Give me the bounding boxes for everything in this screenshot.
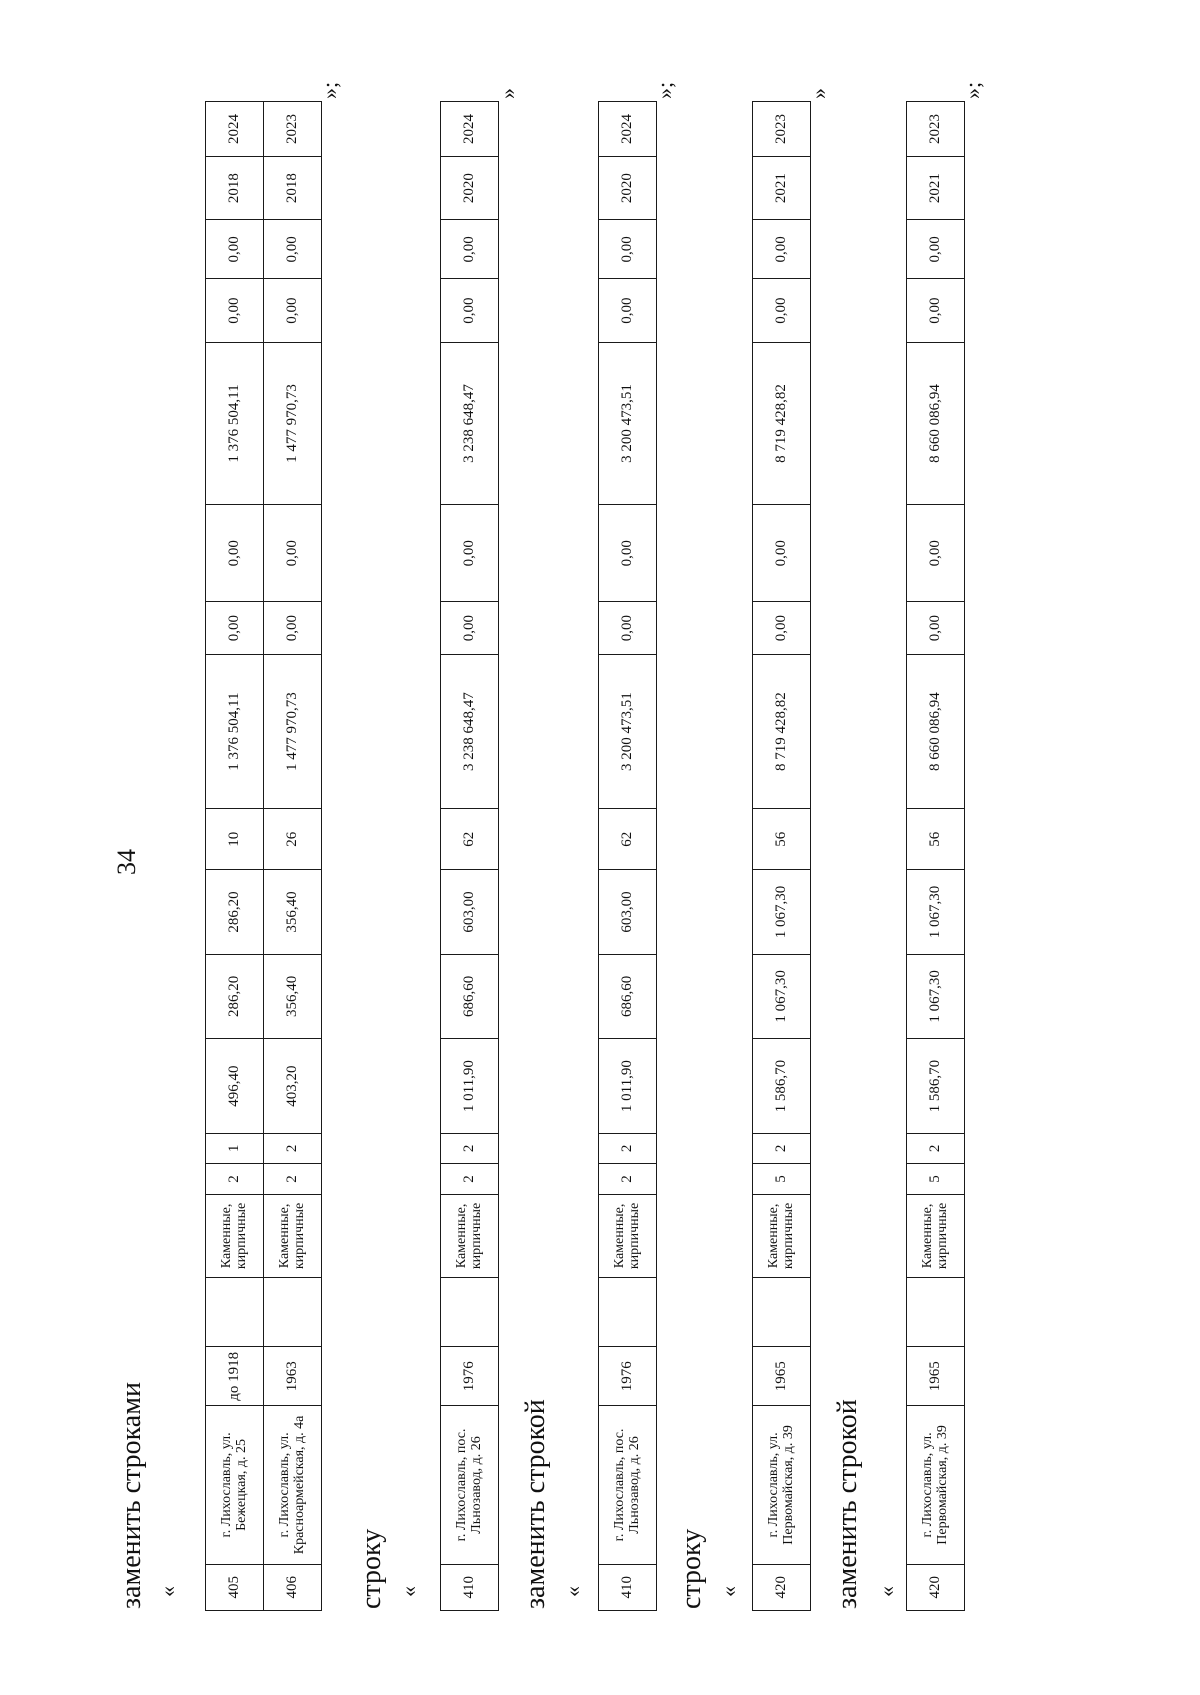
- table-cell: 410: [441, 1564, 499, 1610]
- table-cell: 356,40: [264, 954, 322, 1038]
- table-cell: 8 719 428,82: [753, 655, 811, 809]
- table-cell: 405: [206, 1564, 264, 1610]
- table-cell: 1 376 504,11: [206, 655, 264, 809]
- table-cell: 403,20: [264, 1039, 322, 1134]
- table-cell: г. Лихославль, ул. Первомайская, д. 39: [753, 1406, 811, 1564]
- table-cell: [599, 1277, 657, 1347]
- table-cell: 5: [907, 1163, 965, 1195]
- table-cell: г. Лихославль, пос. Льнозавод, д. 26: [441, 1406, 499, 1564]
- table-cell: 0,00: [907, 505, 965, 602]
- table-cell: 3 200 473,51: [599, 342, 657, 505]
- table-cell: 62: [441, 809, 499, 870]
- table-cell: 3 238 648,47: [441, 655, 499, 809]
- table-cell: Каменные, кирпичные: [264, 1195, 322, 1277]
- table-cell: 2021: [907, 157, 965, 220]
- opening-quote: «: [560, 1586, 585, 1597]
- table-cell: Каменные, кирпичные: [599, 1195, 657, 1277]
- table-cell: 0,00: [599, 279, 657, 342]
- table-cell: 0,00: [264, 220, 322, 279]
- table-cell: 1 011,90: [441, 1039, 499, 1134]
- table-cell: 0,00: [753, 602, 811, 655]
- table-cell: 1 067,30: [753, 954, 811, 1038]
- closing-quote: »: [806, 88, 831, 99]
- table-cell: 1 067,30: [753, 870, 811, 954]
- register-table: [205, 101, 322, 1611]
- table-cell: 0,00: [441, 279, 499, 342]
- table-cell: 2: [907, 1134, 965, 1164]
- register-table: [906, 101, 965, 1611]
- register-table: [598, 101, 657, 1611]
- table-cell: 2021: [753, 157, 811, 220]
- table-cell: 2024: [599, 102, 657, 157]
- table-cell: 8 719 428,82: [753, 342, 811, 505]
- table-cell: Каменные, кирпичные: [753, 1195, 811, 1277]
- table-cell: 0,00: [441, 220, 499, 279]
- table-cell: 410: [599, 1564, 657, 1610]
- closing-quote: »: [495, 88, 520, 99]
- opening-quote: «: [396, 1586, 421, 1597]
- table-cell: 356,40: [264, 870, 322, 954]
- opening-quote: «: [874, 1586, 899, 1597]
- table-cell: г. Лихославль, ул. Красноармейская, д. 4а: [264, 1406, 322, 1564]
- table-cell: 8 660 086,94: [907, 655, 965, 809]
- closing-quote: »;: [652, 81, 677, 99]
- table-cell: Каменные, кирпичные: [441, 1195, 499, 1277]
- instruction-label: заменить строками: [116, 1382, 147, 1609]
- table-cell: 0,00: [907, 220, 965, 279]
- table-cell: Каменные, кирпичные: [907, 1195, 965, 1277]
- table-cell: 0,00: [599, 220, 657, 279]
- table-cell: 496,40: [206, 1039, 264, 1134]
- instruction-label: строку: [356, 1528, 387, 1609]
- table-cell: 1 477 970,73: [264, 655, 322, 809]
- table-cell: 686,60: [441, 954, 499, 1038]
- table-cell: [753, 1277, 811, 1347]
- table-cell: 1 011,90: [599, 1039, 657, 1134]
- table-cell: 0,00: [441, 505, 499, 602]
- table-cell: Каменные, кирпичные: [206, 1195, 264, 1277]
- table-cell: 62: [599, 809, 657, 870]
- table-row: [907, 102, 965, 1611]
- table-row: [753, 102, 811, 1611]
- table-cell: 1 067,30: [907, 954, 965, 1038]
- table-row: [264, 102, 322, 1611]
- table-cell: 2023: [753, 102, 811, 157]
- table-cell: 420: [753, 1564, 811, 1610]
- table-cell: г. Лихославль, ул. Бежецкая, д. 25: [206, 1406, 264, 1564]
- table-cell: 2: [599, 1163, 657, 1195]
- table-cell: 2: [441, 1134, 499, 1164]
- page-number: 34: [112, 849, 141, 875]
- table-cell: 2023: [264, 102, 322, 157]
- table-cell: 420: [907, 1564, 965, 1610]
- table-cell: 686,60: [599, 954, 657, 1038]
- table-cell: 0,00: [206, 505, 264, 602]
- table-cell: 56: [753, 809, 811, 870]
- table-cell: 1 586,70: [753, 1039, 811, 1134]
- table-cell: 1963: [264, 1347, 322, 1406]
- table-cell: 2018: [264, 157, 322, 220]
- instruction-label: строку: [676, 1528, 707, 1609]
- table-cell: 1 376 504,11: [206, 342, 264, 505]
- table-cell: 2: [753, 1134, 811, 1164]
- table-cell: 5: [753, 1163, 811, 1195]
- table-cell: 0,00: [264, 279, 322, 342]
- table-cell: 0,00: [206, 220, 264, 279]
- table-cell: 603,00: [599, 870, 657, 954]
- table-cell: 286,20: [206, 954, 264, 1038]
- table-cell: 2018: [206, 157, 264, 220]
- table-cell: 0,00: [907, 279, 965, 342]
- table-row: [599, 102, 657, 1611]
- table-cell: 0,00: [441, 602, 499, 655]
- table-cell: 0,00: [753, 505, 811, 602]
- table-cell: г. Лихославль, пос. Льнозавод, д. 26: [599, 1406, 657, 1564]
- table-cell: 0,00: [599, 602, 657, 655]
- register-table: [752, 101, 811, 1611]
- table-cell: 1976: [441, 1347, 499, 1406]
- table-cell: 2: [264, 1134, 322, 1164]
- instruction-label: заменить строкой: [520, 1399, 551, 1609]
- table-cell: 0,00: [753, 279, 811, 342]
- table-cell: 0,00: [599, 505, 657, 602]
- opening-quote: «: [155, 1586, 180, 1597]
- table-cell: до 1918: [206, 1347, 264, 1406]
- table-cell: 3 200 473,51: [599, 655, 657, 809]
- table-cell: 1: [206, 1134, 264, 1164]
- table-cell: 2: [599, 1134, 657, 1164]
- table-cell: [907, 1277, 965, 1347]
- table-cell: 2: [264, 1163, 322, 1195]
- table-cell: 0,00: [206, 279, 264, 342]
- table-cell: 603,00: [441, 870, 499, 954]
- table-cell: 1 477 970,73: [264, 342, 322, 505]
- table-cell: 0,00: [206, 602, 264, 655]
- table-cell: 2020: [599, 157, 657, 220]
- table-cell: 2024: [206, 102, 264, 157]
- table-cell: 1 067,30: [907, 870, 965, 954]
- table-cell: 2024: [441, 102, 499, 157]
- table-cell: 2023: [907, 102, 965, 157]
- table-row: [206, 102, 264, 1611]
- table-cell: г. Лихославль, ул. Первомайская, д. 39: [907, 1406, 965, 1564]
- table-cell: 0,00: [264, 505, 322, 602]
- table-cell: [441, 1277, 499, 1347]
- table-cell: 286,20: [206, 870, 264, 954]
- table-cell: 2: [441, 1163, 499, 1195]
- opening-quote: «: [716, 1586, 741, 1597]
- table-cell: 406: [264, 1564, 322, 1610]
- instruction-label: заменить строкой: [832, 1399, 863, 1609]
- table-cell: 0,00: [907, 602, 965, 655]
- table-cell: 1 586,70: [907, 1039, 965, 1134]
- table-cell: 0,00: [264, 602, 322, 655]
- table-cell: 1965: [753, 1347, 811, 1406]
- table-cell: 10: [206, 809, 264, 870]
- table-cell: 1965: [907, 1347, 965, 1406]
- table-cell: 1976: [599, 1347, 657, 1406]
- closing-quote: »;: [317, 81, 342, 99]
- table-cell: [264, 1277, 322, 1347]
- table-cell: 3 238 648,47: [441, 342, 499, 505]
- table-cell: [206, 1277, 264, 1347]
- table-cell: 2: [206, 1163, 264, 1195]
- table-cell: 2020: [441, 157, 499, 220]
- table-cell: 26: [264, 809, 322, 870]
- register-table: [440, 101, 499, 1611]
- closing-quote: »;: [960, 81, 985, 99]
- table-cell: 56: [907, 809, 965, 870]
- table-cell: 8 660 086,94: [907, 342, 965, 505]
- table-row: [441, 102, 499, 1611]
- table-cell: 0,00: [753, 220, 811, 279]
